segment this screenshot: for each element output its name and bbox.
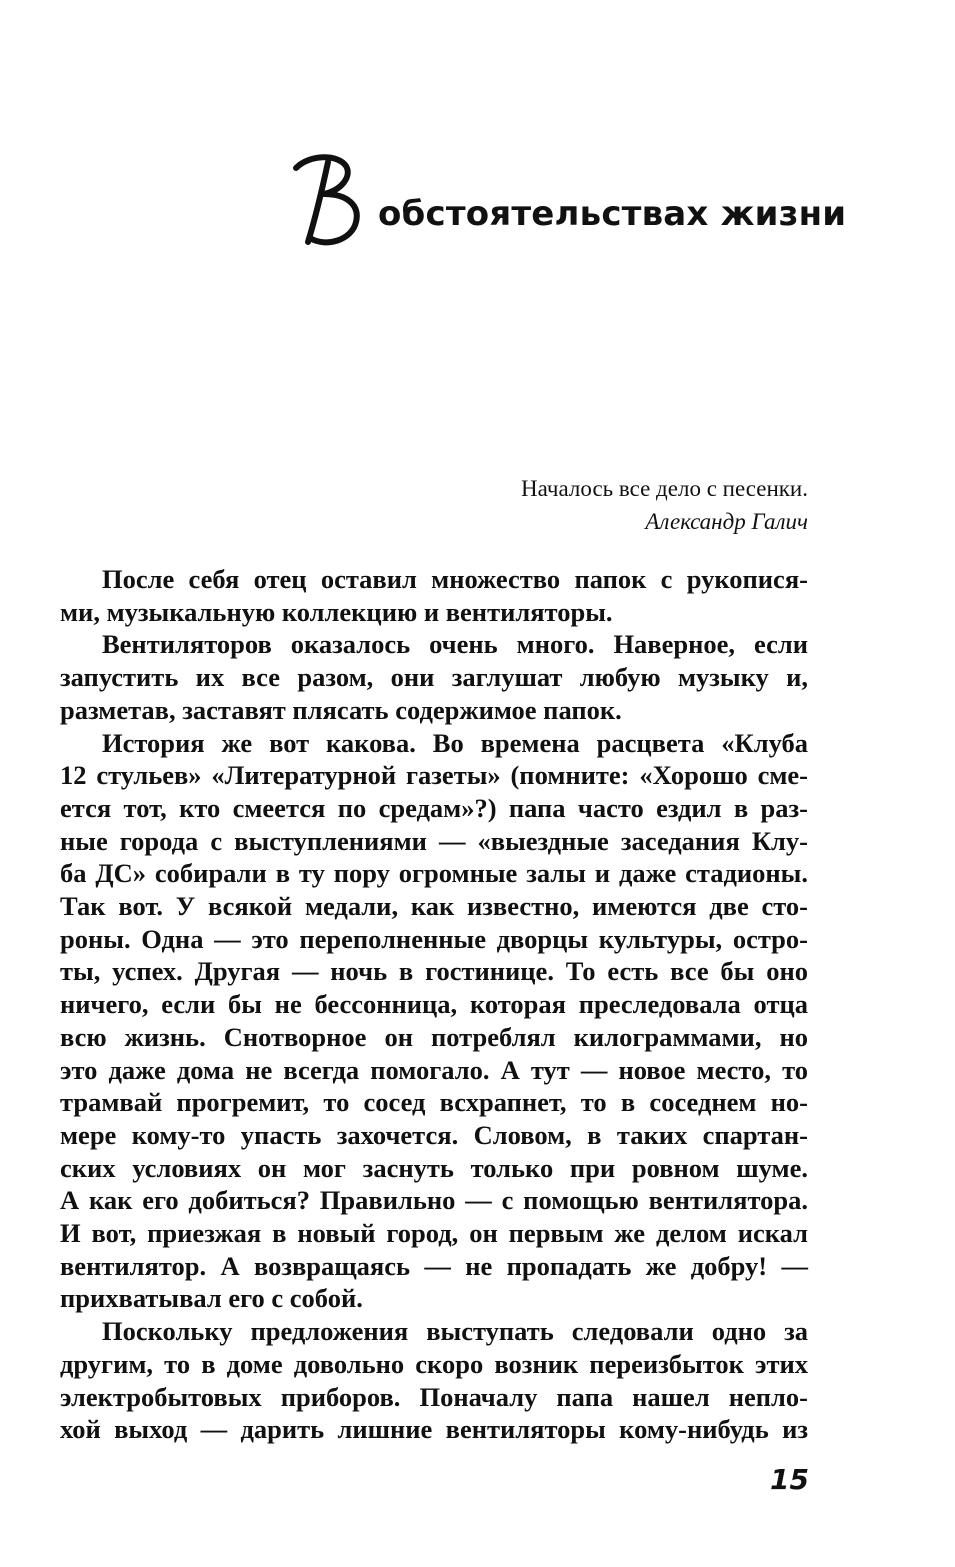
text-line: ских условиях он мог заснуть только при ровном шуме. [60,1152,808,1183]
text-line: мере кому-то упасть захочется. Словом, в таких спартан- [60,1119,808,1150]
paragraph [60,628,808,726]
text-line: это даже дома не всегда помогало. А тут — новое место, то [60,1054,808,1085]
paragraph [60,727,808,1316]
epigraph-quote: Началось все дело с песенки. [521,476,808,501]
text-line: прихватывал его с собой. [60,1283,363,1314]
text-line: ничего, если бы не бессонница, которая преследовала отца [60,989,808,1020]
epigraph-author: Александр Галич [645,509,808,534]
text-line: ми, музыкальную коллекцию и вентиляторы. [60,596,613,627]
paragraph [60,1315,808,1446]
text-line: разметав, заставят плясать содержимое папок. [60,694,622,725]
page-number: 15 [770,1463,809,1496]
text-line: роны. Одна — это переполненные дворцы культуры, остро- [60,923,808,954]
text-line: трамвай прогремит, то сосед всхрапнет, то в соседнем но- [60,1087,808,1118]
text-line: Так вот. У всякой медали, как известно, имеются две сто- [60,891,808,922]
text-line: ба ДС» собирали в ту пору огромные залы и даже стадионы. [60,858,808,889]
text-line: хой выход — дарить лишние вентиляторы кому-нибудь из [60,1414,808,1445]
decorative-initial-letter [290,150,376,250]
text-line: ные города с выступлениями — «выездные заседания Клу- [60,825,808,856]
text-line: Поскольку предложения выступать следовали одно за [102,1316,808,1347]
text-line: А как его добиться? Правильно — с помощью вентилятора. [60,1185,808,1216]
text-line: 12 стульев» «Литературной газеты» (помните: «Хорошо сме- [60,760,808,791]
text-line: И вот, приезжая в новый город, он первым же делом искал [60,1218,808,1249]
text-line: вентилятор. А возвращаясь — не пропадать же добру! — [60,1250,808,1281]
text-line: История же вот какова. Во времена расцвета «Клуба [102,727,808,758]
text-line: запустить их все разом, они заглушат любую музыку и, [60,662,808,693]
text-line: всю жизнь. Снотворное он потреблял килограммами, но [60,1021,808,1052]
text-line: Вентиляторов оказалось очень много. Наверное, если [102,629,808,660]
epigraph [420,472,808,538]
text-line: другим, то в доме довольно скоро возник переизбыток этих [60,1348,808,1379]
chapter-title: обстоятельствах жизни [378,194,847,234]
text-line: электробытовых приборов. Поначалу папа нашел непло- [60,1381,808,1412]
chapter-heading [290,150,850,260]
text-line: После себя отец оставил множество папок с рукопися- [102,564,808,594]
svg-text:В: В [290,150,291,151]
body-text [60,563,808,1446]
text-line: ется тот, кто смеется по средам»?) папа часто ездил в раз- [60,792,808,823]
paragraph [60,563,808,628]
text-line: ты, успех. Другая — ночь в гостинице. То есть все бы оно [60,956,808,987]
